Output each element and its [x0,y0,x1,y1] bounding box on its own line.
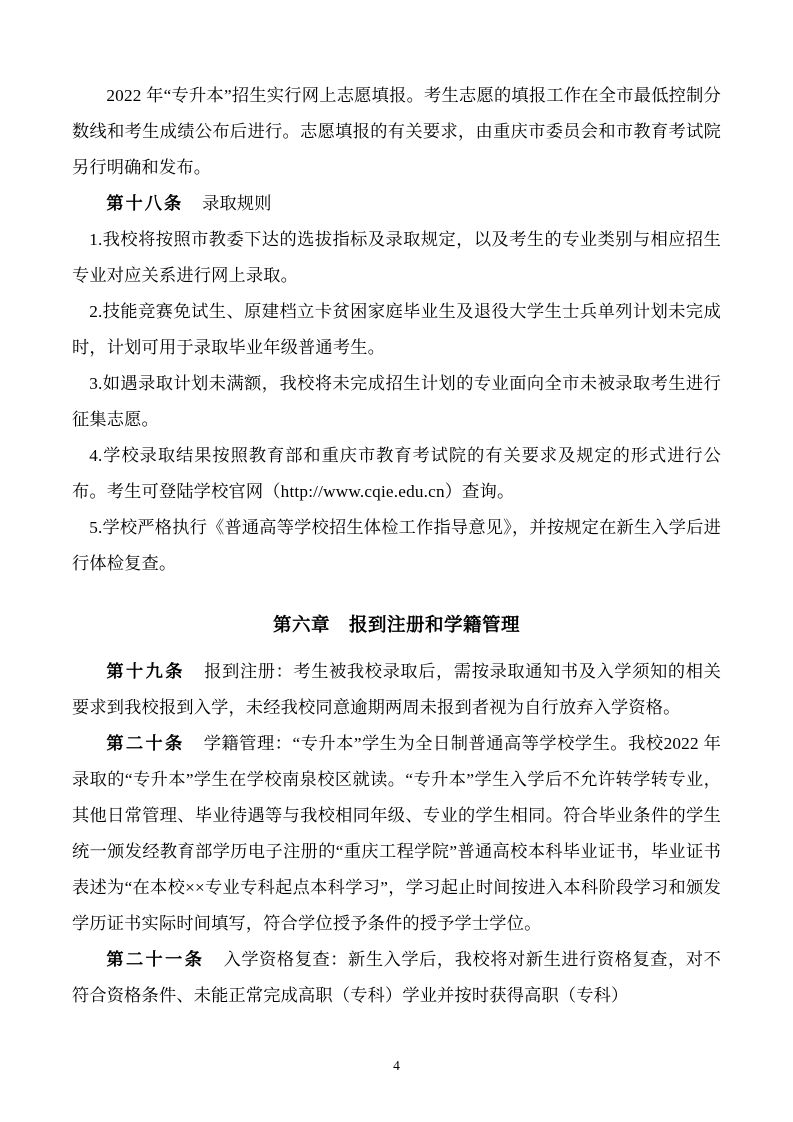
clause-text-article-20: 学籍管理：“专升本”学生为全日制普通高等学校学生。我校2022 年录取的“专升本”学生在学校南泉校区就读。“专升本”学生入学后不允许转学转专业，其他日常管理、毕业待遇等与我校相同年级、专业的学生相同。符合毕业条件的学生统一颁发经教育部学历电子注册的“重庆工程学院”普通高校本科毕业证书，毕业证书表述为“在本校××专业专科起点本科学习”，学习起止时间按进入本科阶段学习和颁发学历证书实际时间填写，符合学位授予条件的授予学士学位。 [72,734,721,933]
page-number: 4 [393,1058,400,1073]
paragraph-article-19 [72,654,721,726]
clause-label-article-18: 第十八条 [106,194,184,213]
clause-text-article-19: 报到注册：考生被我校录取后，需按录取通知书及入学须知的相关要求到我校报到入学，未经我校同意逾期两周未报到者视为自行放弃入学资格。 [72,662,721,717]
clause-label-article-21: 第二十一条 [106,950,205,969]
clause-text-article-18: 录取规则 [202,194,272,213]
paragraph-article-21 [72,942,721,1014]
paragraph-rule-1: 1.我校将按照市教委下达的选拔指标及录取规定，以及考生的专业类别与相应招生专业对应关系进行网上录取。 [72,230,721,285]
chapter-heading: 第六章 报到注册和学籍管理 [272,616,520,636]
paragraph-rule-2: 2.技能竞赛免试生、原建档立卡贫困家庭毕业生及退役大学生士兵单列计划未完成时，计划可用于录取毕业年级普通考生。 [72,302,721,357]
paragraph-rule-5: 5.学校严格执行《普通高等学校招生体检工作指导意见》，并按规定在新生入学后进行体检复查。 [72,518,721,573]
clause-label-article-19: 第十九条 [106,662,185,681]
paragraph-article-20 [72,726,721,942]
paragraph-rule-3: 3.如遇录取计划未满额，我校将未完成招生计划的专业面向全市未被录取考生进行征集志愿。 [72,374,721,429]
clause-label-article-20: 第二十条 [106,734,185,753]
paragraph-online-application: 2022 年“专升本”招生实行网上志愿填报。考生志愿的填报工作在全市最低控制分数线和考生成绩公布后进行。志愿填报的有关要求，由重庆市委员会和市教育考试院另行明确和发布。 [72,86,721,177]
document-body [72,78,721,1014]
paragraph-article-18 [72,186,721,222]
paragraph-rule-4: 4.学校录取结果按照教育部和重庆市教育考试院的有关要求及规定的形式进行公布。考生可登陆学校官网（http://www.cqie.edu.cn）查询。 [72,446,721,501]
clause-text-article-21: 入学资格复查：新生入学后，我校将对新生进行资格复查，对不符合资格条件、未能正常完成高职（专科）学业并按时获得高职（专科） [72,950,721,1005]
